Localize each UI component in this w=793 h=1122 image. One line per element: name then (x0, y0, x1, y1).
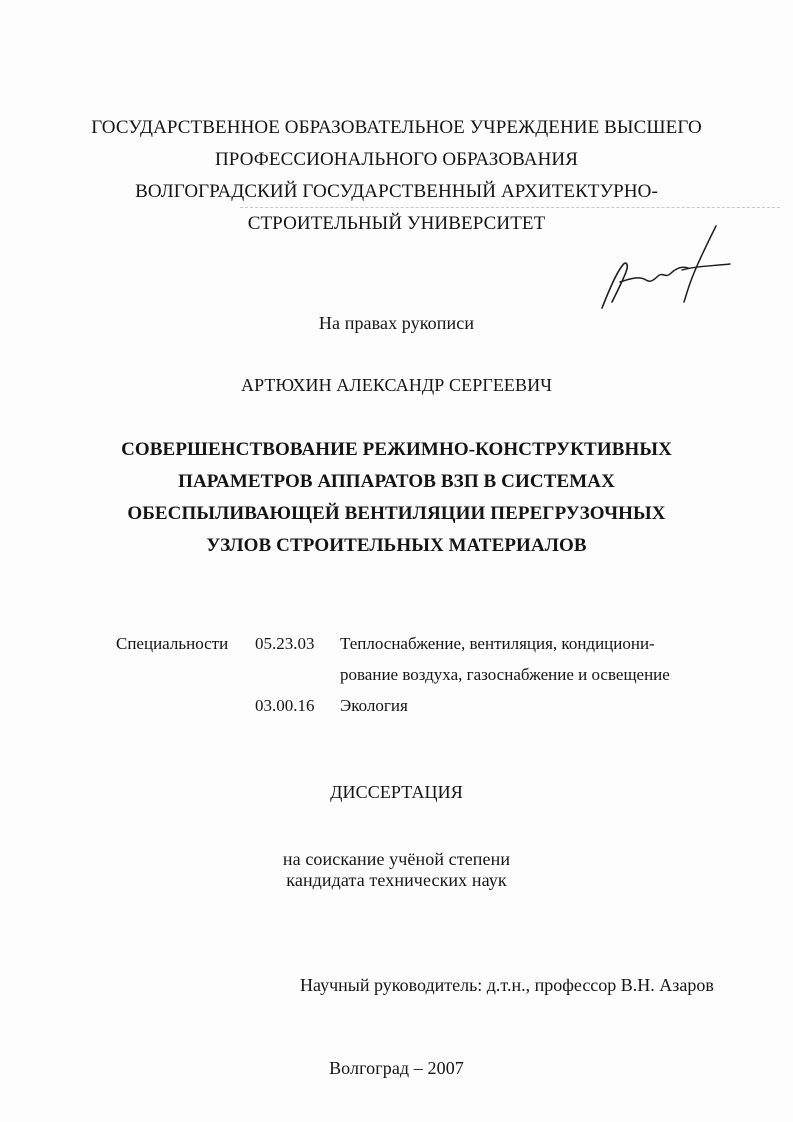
specialty-code-2: 03.00.16 (255, 696, 315, 715)
institution-line-2: ПРОФЕССИОНАЛЬНОГО ОБРАЗОВАНИЯ (214, 149, 578, 170)
scan-artifact-rule (240, 207, 780, 208)
scientific-supervisor: Научный руководитель: д.т.н., профессор В.Н. Азаров (300, 975, 714, 995)
title-line-4: УЗЛОВ СТРОИТЕЛЬНЫХ МАТЕРИАЛОВ (206, 535, 587, 556)
handwritten-signature-icon (596, 222, 736, 322)
specialty-desc-1-line-1: Теплоснабжение, вентиляция, кондициони- (340, 634, 655, 653)
title-line-2: ПАРАМЕТРОВ АППАРАТОВ ВЗП В СИСТЕМАХ (178, 471, 615, 492)
degree-line-2: кандидата технических наук (286, 870, 507, 890)
title-line-1: СОВЕРШЕНСТВОВАНИЕ РЕЖИМНО-КОНСТРУКТИВНЫХ (121, 439, 672, 460)
specialty-desc-1-line-2: рование воздуха, газоснабжение и освещение (340, 665, 670, 684)
institution-line-3: ВОЛГОГРАДСКИЙ ГОСУДАРСТВЕННЫЙ АРХИТЕКТУРНО- (135, 181, 658, 202)
title-line-3: ОБЕСПЫЛИВАЮЩЕЙ ВЕНТИЛЯЦИИ ПЕРЕГРУЗОЧНЫХ (127, 503, 666, 524)
specialties-label: Специальности (116, 634, 229, 653)
document-type: ДИССЕРТАЦИЯ (330, 782, 463, 802)
institution-line-4: СТРОИТЕЛЬНЫЙ УНИВЕРСИТЕТ (247, 213, 546, 234)
manuscript-note: На правах рукописи (318, 313, 475, 333)
author-name: АРТЮХИН АЛЕКСАНДР СЕРГЕЕВИЧ (240, 375, 553, 395)
specialty-desc-2: Экология (340, 696, 408, 715)
specialty-code-1: 05.23.03 (255, 634, 315, 653)
degree-line-1: на соискание учёной степени (282, 849, 511, 869)
institution-line-1: ГОСУДАРСТВЕННОЕ ОБРАЗОВАТЕЛЬНОЕ УЧРЕЖДЕНИЕ ВЫСШЕГО (91, 117, 702, 138)
place-and-year: Волгоград – 2007 (329, 1058, 464, 1078)
